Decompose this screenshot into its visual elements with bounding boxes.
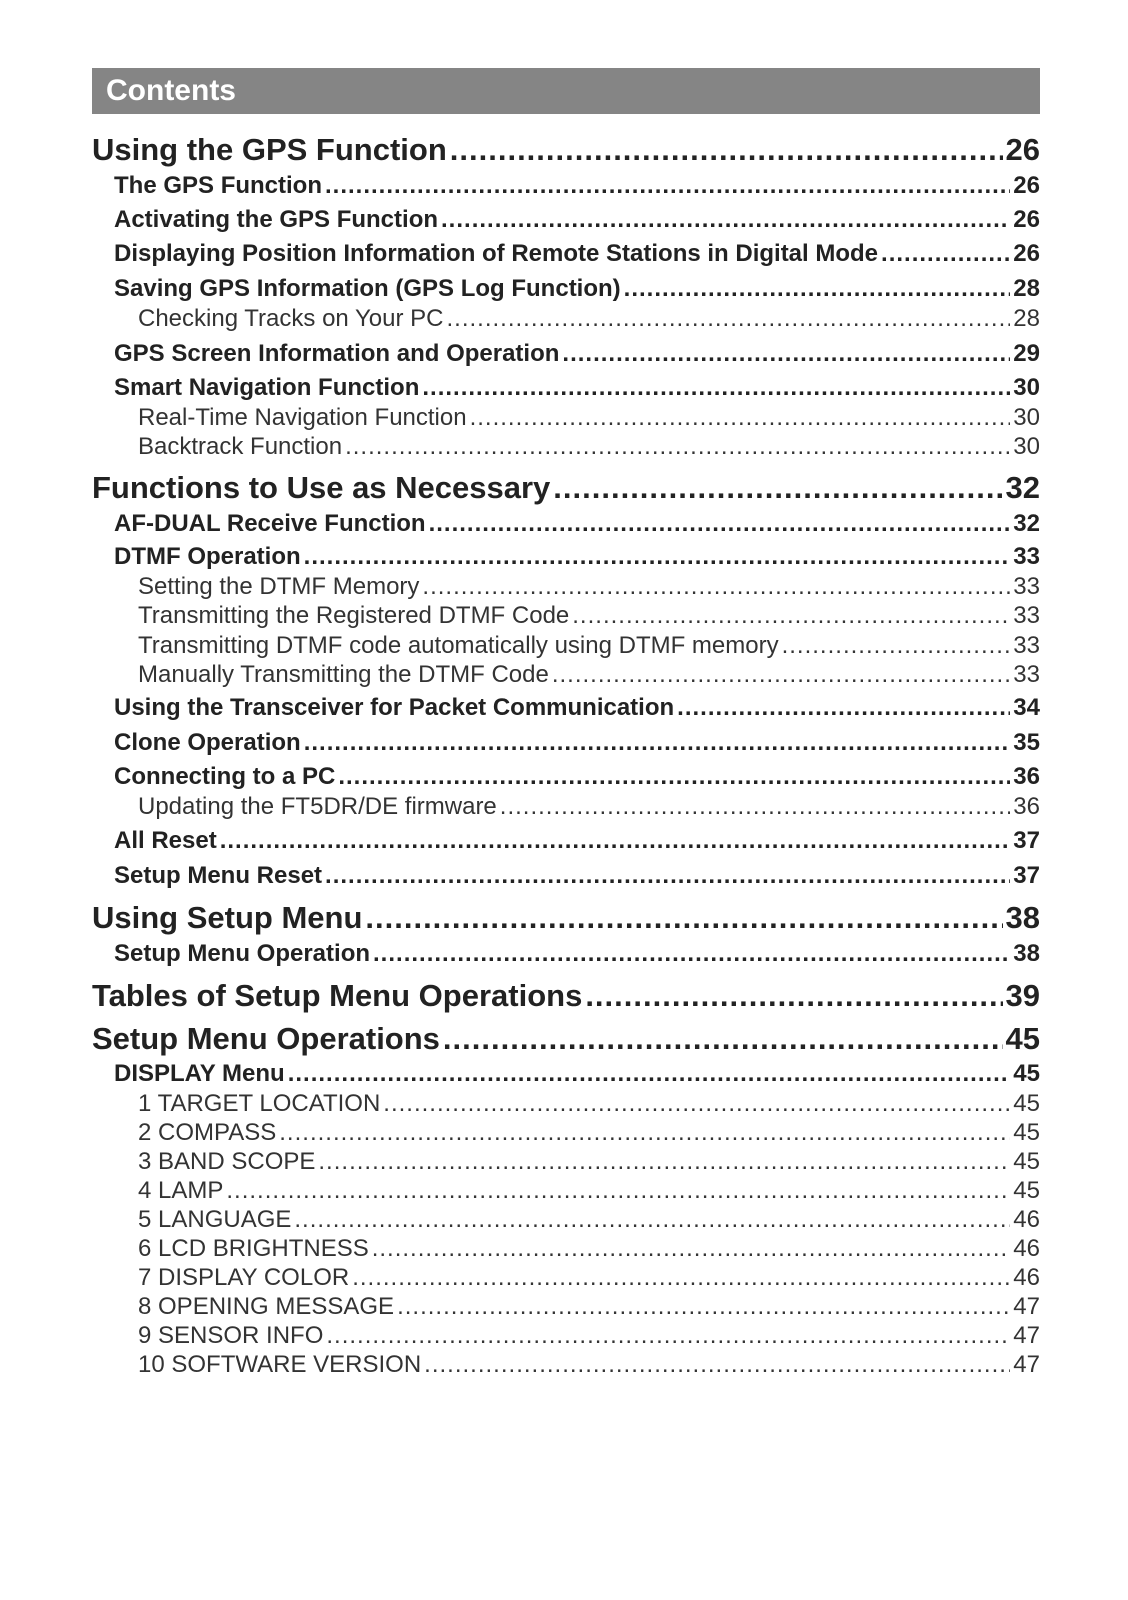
toc-entry-page: 45 [1013, 1060, 1040, 1087]
toc-dot-leader [572, 602, 1010, 630]
toc-entry-page: 46 [1013, 1235, 1040, 1262]
toc-entry-page: 35 [1013, 729, 1040, 756]
toc-entry-title: Using the GPS Function [92, 132, 447, 167]
toc-entry-page: 39 [1005, 978, 1040, 1013]
toc-dot-leader [447, 305, 1011, 333]
toc-entry-level-3[interactable] [92, 793, 1040, 821]
toc-dot-leader [424, 1351, 1010, 1379]
toc-entry-title: Using Setup Menu [92, 900, 363, 935]
toc-dot-leader [624, 275, 1011, 303]
toc-entry-title: 2 COMPASS [138, 1119, 277, 1146]
toc-entry-page: 46 [1013, 1264, 1040, 1291]
toc-entry-page: 32 [1005, 470, 1040, 505]
toc-entry-level-2[interactable] [92, 172, 1040, 200]
toc-entry-level-2[interactable] [92, 763, 1040, 791]
toc-dot-leader [352, 1264, 1010, 1292]
toc-entry-title: 9 SENSOR INFO [138, 1322, 324, 1349]
toc-entry-page: 38 [1013, 940, 1040, 967]
toc-entry-title: 4 LAMP [138, 1177, 224, 1204]
toc-entry-page: 33 [1013, 602, 1040, 629]
toc-entry-page: 29 [1013, 340, 1040, 367]
toc-entry-title: 1 TARGET LOCATION [138, 1090, 381, 1117]
toc-entry-title: Checking Tracks on Your PC [138, 305, 444, 332]
toc-entry-title: Setup Menu Operations [92, 1021, 440, 1056]
toc-entry-level-1[interactable] [92, 900, 1040, 936]
toc-entry-level-3[interactable] [92, 602, 1040, 630]
toc-entry-title: Displaying Position Information of Remote Stations in Digital Mode [114, 240, 879, 267]
toc-entry-title: 5 LANGUAGE [138, 1206, 292, 1233]
toc-entry-title: Saving GPS Information (GPS Log Function) [114, 275, 621, 302]
toc-entry-page: 33 [1013, 543, 1040, 570]
toc-dot-leader [288, 1060, 1011, 1088]
toc-entry-page: 37 [1013, 862, 1040, 889]
toc-dot-leader [881, 240, 1010, 268]
toc-entry-title: Functions to Use as Necessary [92, 470, 551, 505]
toc-dot-leader [553, 470, 1002, 506]
toc-entry-level-2[interactable] [92, 1060, 1040, 1088]
toc-entry-page: 45 [1013, 1090, 1040, 1117]
toc-entry-page: 30 [1013, 374, 1040, 401]
toc-dot-leader [443, 1021, 1003, 1057]
toc-entry-title: Updating the FT5DR/DE firmware [138, 793, 497, 820]
toc-entry-page: 30 [1013, 433, 1040, 460]
toc-entry-page: 33 [1013, 573, 1040, 600]
toc-dot-leader [585, 978, 1002, 1014]
toc-entry-title: Transmitting DTMF code automatically using DTMF memory [138, 632, 779, 659]
toc-entry-page: 45 [1005, 1021, 1040, 1056]
toc-entry-title: Tables of Setup Menu Operations [92, 978, 583, 1013]
toc-entry-level-2[interactable] [92, 940, 1040, 968]
toc-entry-title: Activating the GPS Function [114, 206, 439, 233]
toc-entry-level-3[interactable] [92, 433, 1040, 461]
toc-entry-page: 32 [1013, 510, 1040, 537]
toc-entry-level-1[interactable] [92, 470, 1040, 506]
toc-entry-page: 28 [1013, 275, 1040, 302]
toc-entry-title: Real-Time Navigation Function [138, 404, 467, 431]
toc-entry-level-2[interactable] [92, 374, 1040, 402]
toc-entry-page: 47 [1013, 1293, 1040, 1320]
toc-dot-leader [220, 827, 1011, 855]
toc-entry-title: The GPS Function [114, 172, 322, 199]
toc-entry-title: Setting the DTMF Memory [138, 573, 420, 600]
toc-entry-level-3[interactable] [92, 1090, 1040, 1118]
toc-entry-level-3[interactable] [92, 1177, 1040, 1205]
toc-dot-leader [326, 1322, 1010, 1350]
toc-entry-level-3[interactable] [92, 661, 1040, 689]
toc-entry-title: 10 SOFTWARE VERSION [138, 1351, 422, 1378]
toc-entry-title: DTMF Operation [114, 543, 301, 570]
toc-entry-title: GPS Screen Information and Operation [114, 340, 560, 367]
toc-dot-leader [397, 1293, 1010, 1321]
toc-entry-title: Setup Menu Reset [114, 862, 323, 889]
toc-entry-level-3[interactable] [92, 1148, 1040, 1176]
toc-entry-page: 26 [1005, 132, 1040, 167]
toc-entry-page: 30 [1013, 404, 1040, 431]
toc-entry-level-2[interactable] [92, 543, 1040, 571]
toc-dot-leader [365, 900, 1002, 936]
toc-entry-level-1[interactable] [92, 132, 1040, 168]
toc-entry-level-1[interactable] [92, 1021, 1040, 1057]
toc-entry-level-2[interactable] [92, 510, 1040, 538]
toc-entry-page: 46 [1013, 1206, 1040, 1233]
toc-entry-page: 45 [1013, 1148, 1040, 1175]
toc-entry-page: 34 [1013, 694, 1040, 721]
toc-dot-leader [782, 632, 1011, 660]
toc-dot-leader [500, 793, 1011, 821]
toc-entry-title: Using the Transceiver for Packet Communication [114, 694, 675, 721]
toc-dot-leader [441, 206, 1010, 234]
toc-entry-page: 28 [1013, 305, 1040, 332]
toc-entry-level-3[interactable] [92, 1322, 1040, 1350]
toc-entry-page: 26 [1013, 172, 1040, 199]
toc-dot-leader [304, 543, 1011, 571]
toc-entry-page: 45 [1013, 1119, 1040, 1146]
toc-entry-page: 45 [1013, 1177, 1040, 1204]
toc-dot-leader [318, 1148, 1010, 1176]
toc-entry-level-3[interactable] [92, 305, 1040, 333]
toc-entry-title: 7 DISPLAY COLOR [138, 1264, 350, 1291]
toc-entry-title: 8 OPENING MESSAGE [138, 1293, 395, 1320]
toc-dot-leader [677, 694, 1010, 722]
toc-dot-leader [325, 172, 1010, 200]
toc-entry-level-3[interactable] [92, 573, 1040, 601]
toc-entry-page: 36 [1013, 793, 1040, 820]
toc-entry-level-3[interactable] [92, 1351, 1040, 1379]
toc-entry-title: Transmitting the Registered DTMF Code [138, 602, 570, 629]
toc-entry-level-2[interactable] [92, 206, 1040, 234]
contents-banner [92, 68, 1040, 114]
toc-entry-level-3[interactable] [92, 404, 1040, 432]
toc-entry-title: 6 LCD BRIGHTNESS [138, 1235, 369, 1262]
toc-dot-leader [345, 433, 1010, 461]
toc-entry-level-1[interactable] [92, 978, 1040, 1014]
toc-dot-leader [226, 1177, 1010, 1205]
toc-entry-level-2[interactable] [92, 275, 1040, 303]
toc-dot-leader [373, 940, 1010, 968]
toc-entry-title: DISPLAY Menu [114, 1060, 285, 1087]
toc-entry-page: 47 [1013, 1351, 1040, 1378]
page-title: Contents [106, 74, 236, 107]
toc-entry-page: 26 [1013, 206, 1040, 233]
toc-entry-title: Manually Transmitting the DTMF Code [138, 661, 549, 688]
toc-dot-leader [552, 661, 1010, 689]
toc-entry-title: Setup Menu Operation [114, 940, 371, 967]
toc-entry-level-3[interactable] [92, 1206, 1040, 1234]
toc-entry-title: Backtrack Function [138, 433, 343, 460]
toc-entry-level-2[interactable] [92, 240, 1040, 268]
toc-entry-page: 26 [1013, 240, 1040, 267]
toc-dot-leader [429, 510, 1011, 538]
toc-entry-page: 37 [1013, 827, 1040, 854]
toc-entry-level-3[interactable] [92, 1235, 1040, 1263]
toc-entry-level-2[interactable] [92, 827, 1040, 855]
toc-dot-leader [562, 340, 1010, 368]
toc-dot-leader [338, 763, 1010, 791]
toc-entry-title: Connecting to a PC [114, 763, 336, 790]
toc-dot-leader [372, 1235, 1011, 1263]
toc-entry-level-2[interactable] [92, 340, 1040, 368]
toc-entry-page: 47 [1013, 1322, 1040, 1349]
toc-entry-title: All Reset [114, 827, 217, 854]
toc-dot-leader [325, 862, 1010, 890]
toc-entry-title: 3 BAND SCOPE [138, 1148, 316, 1175]
toc-dot-leader [450, 132, 1003, 168]
toc-entry-page: 38 [1005, 900, 1040, 935]
toc-entry-level-2[interactable] [92, 729, 1040, 757]
toc-dot-leader [422, 573, 1010, 601]
toc-entry-level-3[interactable] [92, 1264, 1040, 1292]
toc-entry-page: 36 [1013, 763, 1040, 790]
toc-entry-page: 33 [1013, 661, 1040, 688]
toc-entry-level-3[interactable] [92, 1293, 1040, 1321]
toc-entry-level-2[interactable] [92, 862, 1040, 890]
toc-entry-title: Clone Operation [114, 729, 301, 756]
toc-dot-leader [383, 1090, 1010, 1118]
toc-entry-level-3[interactable] [92, 1119, 1040, 1147]
toc-entry-level-2[interactable] [92, 694, 1040, 722]
toc-entry-page: 33 [1013, 632, 1040, 659]
toc-entry-level-3[interactable] [92, 632, 1040, 660]
toc-entry-title: AF-DUAL Receive Function [114, 510, 426, 537]
toc-dot-leader [304, 729, 1011, 757]
toc-dot-leader [294, 1206, 1010, 1234]
toc-entry-title: Smart Navigation Function [114, 374, 420, 401]
toc-dot-leader [422, 374, 1010, 402]
toc-dot-leader [279, 1119, 1010, 1147]
toc-dot-leader [470, 404, 1011, 432]
